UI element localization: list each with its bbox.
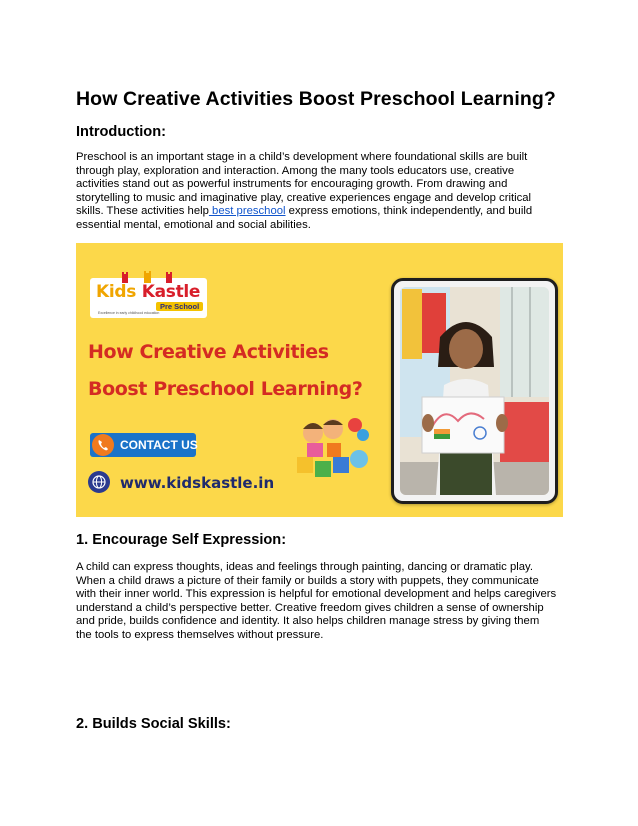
- intro-line: storytelling to music and imaginative play, creative experiences engage and develop critical: [76, 191, 532, 204]
- section-1-line: with their inner world. This expression is helpful for emotional development and helps caregivers: [76, 588, 557, 601]
- contact-us-label: CONTACT US: [120, 438, 198, 452]
- section-1-line: When a child draws a picture of their family or builds a story with puppets, they communicate: [76, 574, 539, 587]
- logo-preschool-tag: Pre School: [156, 302, 203, 311]
- logo-tagline: Excellence in early childhood education: [98, 311, 160, 315]
- promo-banner: [76, 243, 563, 517]
- intro-line: skills. These activities help: [76, 205, 209, 218]
- kids-kastle-logo: [90, 278, 207, 318]
- section-2-heading: 2. Builds Social Skills:: [76, 716, 231, 732]
- intro-line: through play, exploration and interaction. Among the many tools educators use, creative: [76, 164, 515, 177]
- globe-icon: [88, 471, 110, 493]
- section-1-line: the tools to express themselves without pressure.: [76, 628, 324, 641]
- best-preschool-link[interactable]: best preschool: [208, 205, 286, 218]
- intro-paragraph: [76, 151, 572, 233]
- intro-heading: Introduction:: [76, 124, 166, 140]
- child-photo: [400, 287, 549, 495]
- toys-illustration: [283, 413, 375, 483]
- intro-line: essential mental, emotional and social abilities.: [76, 218, 311, 231]
- phone-icon: [92, 434, 114, 456]
- contact-us-button[interactable]: [90, 433, 196, 457]
- section-1-heading: 1. Encourage Self Expression:: [76, 532, 287, 548]
- banner-title-line-2: Boost Preschool Learning?: [88, 378, 363, 400]
- intro-line: activities stand out as powerful instruments for encouraging growth. From drawing and: [76, 178, 508, 191]
- section-1-line: and pride, builds confidence and identity. It also helps children manage stress by giving them: [76, 615, 540, 628]
- page-title: How Creative Activities Boost Preschool Learning?: [76, 88, 556, 110]
- website-url[interactable]: www.kidskastle.in: [120, 474, 275, 492]
- section-1-paragraph: [76, 561, 572, 643]
- intro-line: Preschool is an important stage in a child’s development where foundational skills are built: [76, 151, 528, 163]
- intro-line: express emotions, think independently, and build: [285, 205, 533, 218]
- logo-wordmark: Kids Kastle: [96, 282, 201, 302]
- banner-title-line-1: How Creative Activities: [88, 341, 329, 363]
- tablet-photo-frame: [391, 278, 558, 504]
- section-1-line: understand a child’s perspective better. Creative freedom gives children a sense of ownership: [76, 601, 544, 614]
- section-1-line: A child can express thoughts, ideas and feelings through painting, dancing or dramatic play.: [76, 561, 533, 573]
